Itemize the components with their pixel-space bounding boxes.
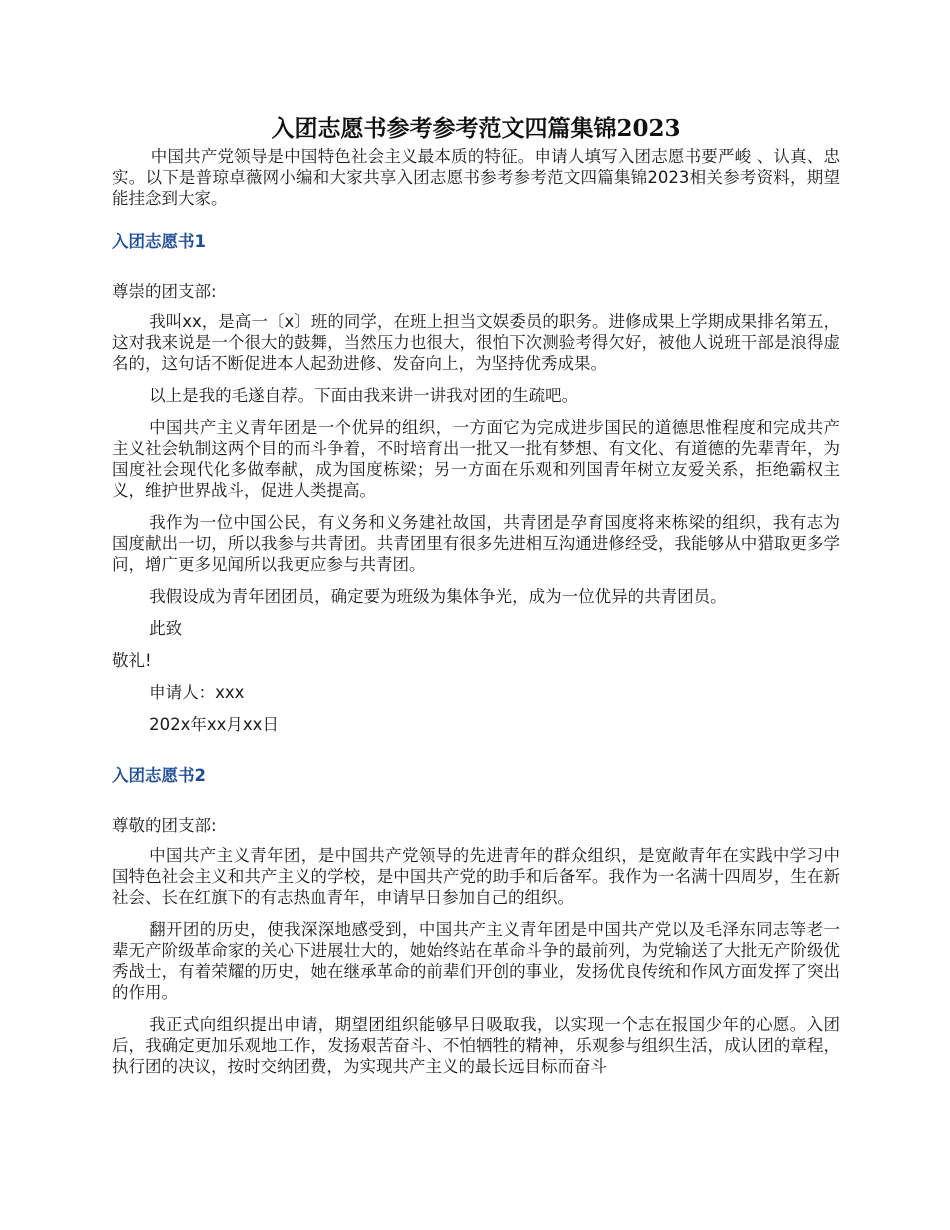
- section-heading-2: 入团志愿书2: [112, 766, 206, 785]
- letter-2-paragraph: 我正式向组织提出申请，期望团组织能够早日吸取我，以实现一个志在报国少年的心愿。入团后，我确定更加乐观地工作，发扬艰苦奋斗、不怕牺牲的精神，乐观参与组织生活，成认团的章程，执行团的决议，按时交纳团费，为实现共产主义的最长远目标而奋斗: [112, 1015, 840, 1076]
- letter-1-closing: 此致: [149, 619, 183, 638]
- letter-2-greeting: 尊敬的团支部:: [112, 816, 217, 835]
- section-heading-1: 入团志愿书1: [112, 232, 206, 251]
- letter-1-applicant: 申请人：xxx: [149, 683, 245, 702]
- letter-1-paragraph: 我假设成为青年团团员，确定要为班级为集体争光，成为一位优异的共青团员。: [149, 587, 727, 606]
- document-page: [112, 112, 840, 1077]
- letter-1-paragraph: 中国共产主义青年团是一个优异的组织，一方面它为完成进步国民的道德思惟程度和完成共产主义社会轨制这两个目的而斗争着，不时培育出一批又一批有梦想、有文化、有道德的先辈青年，为国度社会现代化多做奉献，成为国度栋梁；另一方面在乐观和列国青年树立友爱关系，拒绝霸权主义，维护世界战斗，促进人类提高。: [112, 418, 840, 500]
- letter-1-paragraph: 我作为一位中国公民，有义务和义务建社故国，共青团是孕育国度将来栋梁的组织，我有志为国度献出一切，所以我参与共青团。共青团里有很多先进相互沟通进修经受，我能够从中猎取更多学问，增广更多见闻所以我更应参与共青团。: [112, 513, 840, 574]
- letter-2-paragraph: 翻开团的历史，使我深深地感受到，中国共产主义青年团是中国共产党以及毛泽东同志等老一辈无产阶级革命家的关心下进展壮大的，她始终站在革命斗争的最前列，为党输送了大批无产阶级优秀战士，有着荣耀的历史，她在继承革命的前辈们开创的事业，发扬优良传统和作风方面发挥了突出的作用。: [112, 920, 840, 1002]
- intro-paragraph: 中国共产党领导是中国特色社会主义最本质的特征。申请人填写入团志愿书要严峻 、认真、忠实。以下是普琼卓薇网小编和大家共享入团志愿书参考参考范文四篇集锦2023相关参考资料，期望能挂念到大家。: [112, 147, 840, 208]
- letter-1-salute: 敬礼!: [112, 651, 152, 670]
- letter-2: [112, 765, 840, 1077]
- letter-1: [112, 231, 840, 735]
- letter-1-paragraph: 以上是我的毛遂自荐。下面由我来讲一讲我对团的生疏吧。: [149, 386, 579, 405]
- letter-1-date: 202x年xx月xx日: [149, 715, 279, 734]
- letter-1-greeting: 尊崇的团支部:: [112, 282, 217, 301]
- document-title: 入团志愿书参考参考范文四篇集锦2023: [271, 115, 681, 142]
- letter-1-paragraph: 我叫xx，是高一〔x〕班的同学，在班上担当文娱委员的职务。进修成果上学期成果排名第五，这对我来说是一个很大的鼓舞，当然压力也很大，很怕下次测验考得欠好，被他人说班干部是浪得虚名的，这句话不断促进本人起劲进修、发奋向上，为坚持优秀成果。: [112, 312, 840, 373]
- letter-2-paragraph: 中国共产主义青年团，是中国共产党领导的先进青年的群众组织，是宽敞青年在实践中学习中国特色社会主义和共产主义的学校，是中国共产党的助手和后备军。我作为一名满十四周岁，生在新社会、长在红旗下的有志热血青年，申请早日参加自己的组织。: [112, 846, 840, 907]
